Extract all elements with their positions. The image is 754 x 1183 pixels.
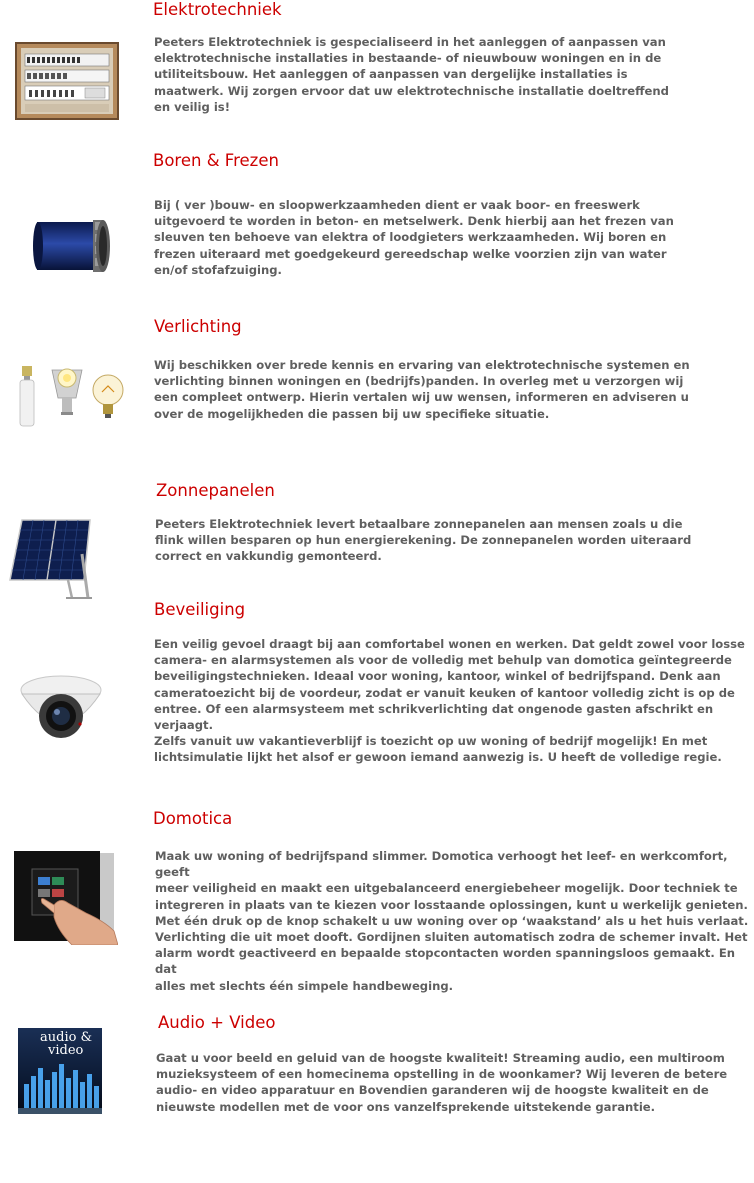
section-text-elektrotechniek: Peeters Elektrotechniek is gespecialiseerd in het aanleggen of aanpassen van elektrotechnische installaties in bestaande- of nieuwbouw woningen en in de utiliteitsbouw. Het aanleggen of aanpassen van dergelijke installaties is maatwerk. Wij zorgen ervoor dat uw elektrotechnische installatie doeltreffend en veilig is!: [154, 35, 669, 114]
dome-camera-image: [4, 654, 118, 758]
section-text-domotica: Maak uw woning of bedrijfspand slimmer. Domotica verhoogt het leef- en werkcomfort, geeft meer veiligheid en maakt een uitgebalanceerd energiebeheer mogelijk. Door techniek te integreren in plaats van te kiezen voor losstaande oplossingen, kunt u werkelijk genieten. Met één druk op de knop schakelt u uw woning over op ‘waakstand’ als u het huis verlaat. Verlichting die uit moet dooft. Gordijnen sluiten automatisch zodra de schemer invalt. Het alarm wordt geactiveerd en bepaalde stopcontacten worden spanningsloos gemaakt. En dat alles met slechts één simpele handbeweging.: [155, 849, 749, 993]
section-title-boren-frezen: Boren & Frezen: [153, 151, 279, 170]
section-title-zonnepanelen: Zonnepanelen: [156, 481, 275, 500]
section-title-elektrotechniek: Elektrotechniek: [153, 0, 282, 19]
section-text-audio-video: Gaat u voor beeld en geluid van de hoogste kwaliteit! Streaming audio, een multiroom muzieksysteem of een homecinema opstelling in de woonkamer? Wij leveren de betere audio- en video apparatuur en Bovendien garanderen wij de hoogste kwaliteit en de nieuwste modellen met de voor ons vanzelfsprekende uitstekende garantie.: [156, 1051, 728, 1114]
section-text-zonnepanelen: Peeters Elektrotechniek levert betaalbare zonnepanelen aan mensen zoals u die flink willen besparen op hun energierekening. De zonnepanelen worden uiteraard correct en vakkundig gemonteerd.: [155, 517, 692, 564]
core-drill-image: [33, 208, 115, 284]
section-title-verlichting: Verlichting: [154, 317, 242, 336]
audio-video-image-label-1: audio &: [40, 1030, 93, 1045]
electrical-panel-image: [15, 42, 119, 120]
section-text-boren-frezen: Bij ( ver )bouw- en sloopwerkzaamheden dient er vaak boor- en freeswerk uitgevoerd te worden in beton- en metselwerk. Denk hierbij aan het frezen van sleuven ten behoeve van elektra of loodgieters werkzaamheden. Wij boren en frezen uiteraard met goedgekeurd gereedschap welke voorzien zijn van water en/of stofafzuiging.: [154, 198, 674, 277]
section-title-domotica: Domotica: [153, 809, 233, 828]
solar-panel-image: [8, 514, 94, 602]
light-bulbs-image: [12, 346, 128, 438]
audio-video-image-label-2: video: [48, 1043, 84, 1058]
section-text-beveiliging: Een veilig gevoel draagt bij aan comfortabel wonen en werken. Dat geldt zowel voor losse camera- en alarmsystemen als voor de volledig met behulp van domotica geïntegreerde beveiligingstechnieken. Ideaal voor woning, kantoor, winkel of bedrijfspand. Denk aan cameratoezicht bij de voordeur, zodat er vanuit keuken of kantoor volledig zicht is op de entree. Of een alarmsysteem met schrikverlichting dat ongenode gasten afschrikt en verjaagt. Zelfs vanuit uw vakantieverblijf is toezicht op uw woning of bedrijf mogelijk! En met lichtsimulatie lijkt het alsof er gewoon iemand aanwezig is. U heeft de volledige regie.: [154, 637, 745, 765]
touch-panel-image: [14, 851, 118, 945]
section-text-verlichting: Wij beschikken over brede kennis en ervaring van elektrotechnische systemen en verlichting binnen woningen en (bedrijfs)panden. In overleg met u verzorgen wij een compleet ontwerp. Hierin vertalen wij uw wensen, informeren en adviseren u over de mogelijkheden die passen bij uw specifieke situatie.: [154, 358, 690, 421]
section-title-beveiliging: Beveiliging: [154, 600, 246, 619]
audio-video-image: [18, 1028, 102, 1114]
section-title-audio-video: Audio + Video: [158, 1013, 276, 1032]
